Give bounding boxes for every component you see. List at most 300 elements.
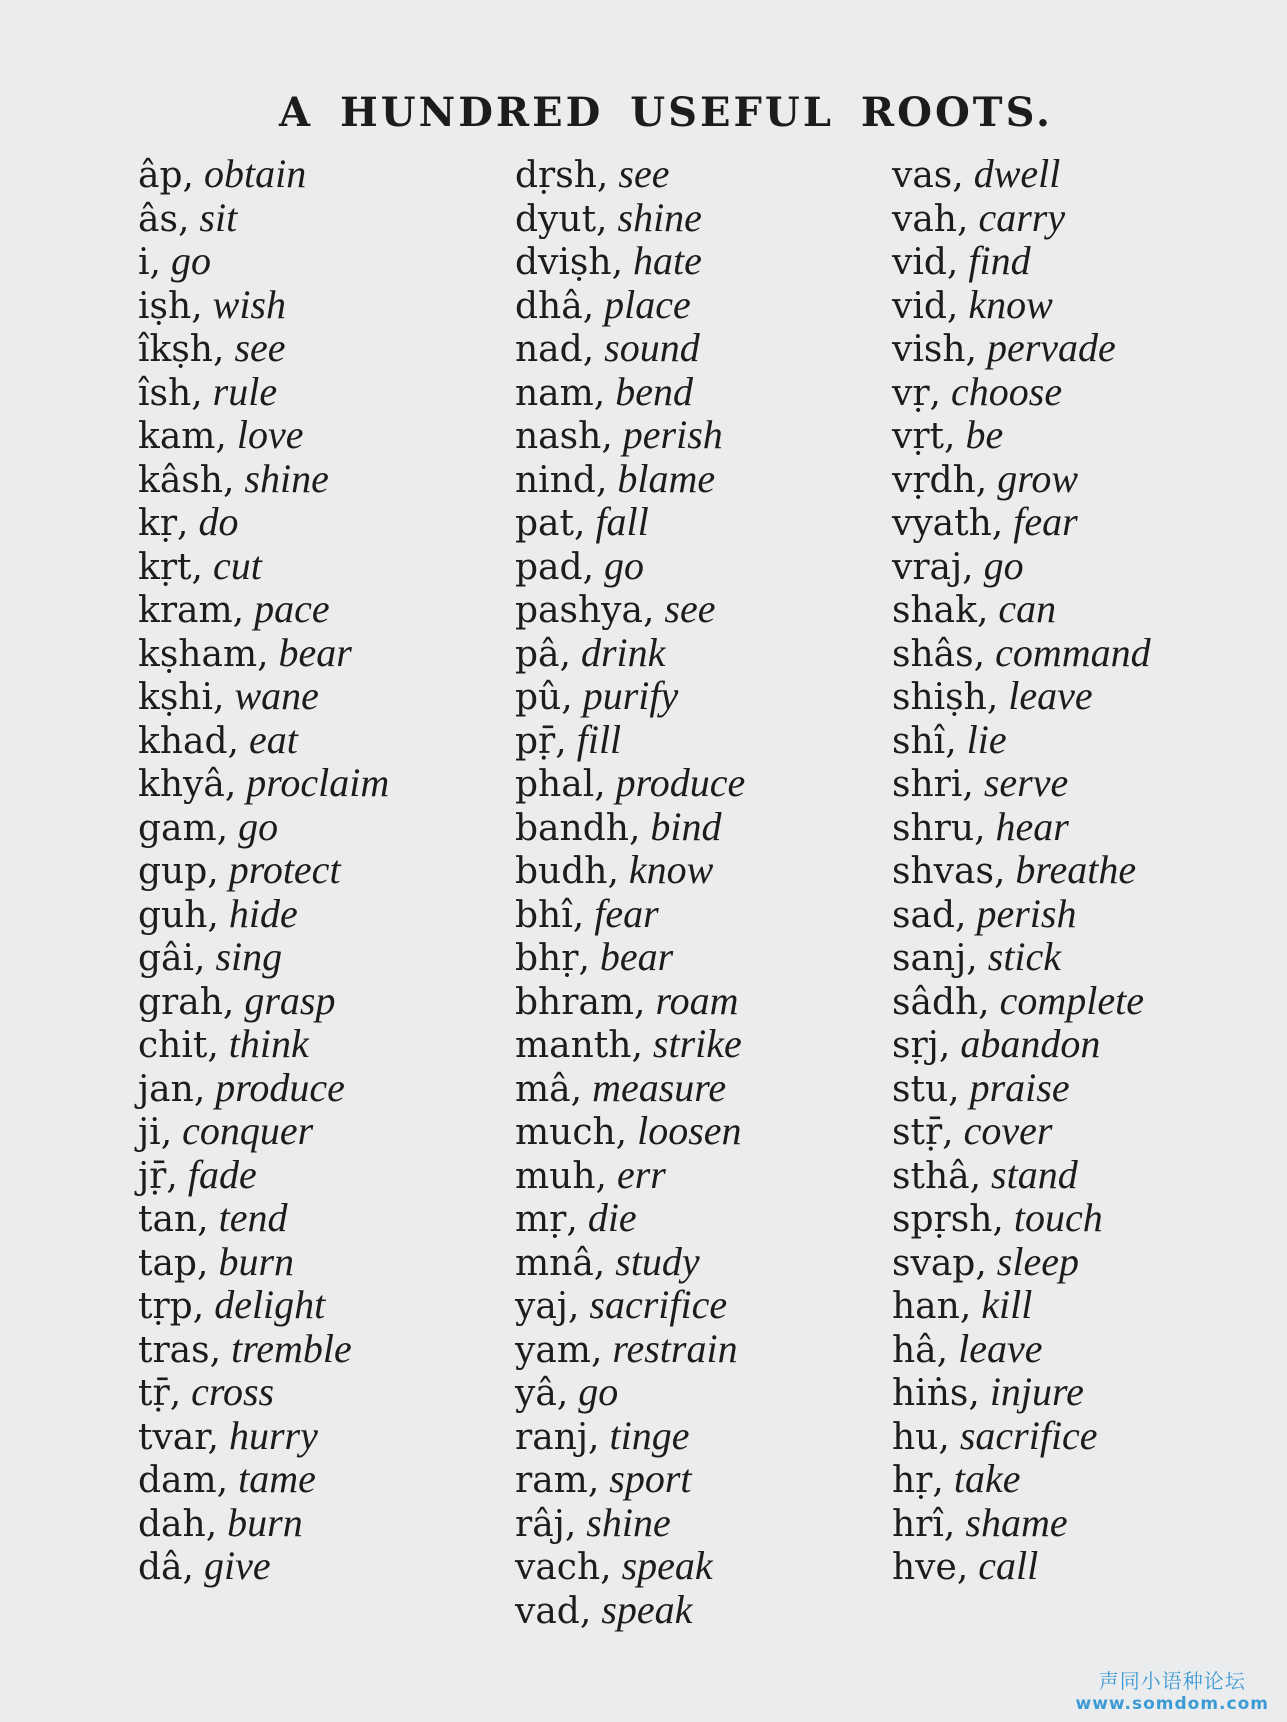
entry-separator: ,	[197, 1199, 209, 1240]
root-meaning: study	[615, 1238, 700, 1284]
root-entry	[515, 326, 745, 370]
entry-separator: ,	[182, 1547, 194, 1588]
root-word: yam	[515, 1329, 591, 1371]
root-entry	[515, 1370, 745, 1414]
root-entry	[138, 1544, 389, 1588]
root-meaning: produce	[615, 760, 746, 805]
entry-separator: ,	[993, 851, 1006, 892]
root-meaning: kill	[981, 1282, 1033, 1327]
entry-separator: ,	[196, 1242, 209, 1284]
root-word: much	[515, 1112, 616, 1153]
root-word: bhṛ	[515, 938, 579, 979]
root-meaning: leave	[1008, 673, 1093, 718]
root-entry	[515, 892, 745, 936]
entry-separator: ,	[932, 1460, 944, 1501]
root-word: vad	[515, 1590, 580, 1632]
root-entry	[138, 457, 389, 501]
entry-separator: ,	[213, 329, 225, 370]
root-entry	[138, 1196, 389, 1240]
root-meaning: serve	[983, 760, 1069, 805]
entry-separator: ,	[595, 459, 608, 501]
entry-separator: ,	[600, 1547, 612, 1588]
root-entry	[515, 805, 745, 849]
root-entry	[515, 1501, 745, 1545]
entry-separator: ,	[209, 1329, 222, 1371]
root-entry	[515, 413, 745, 457]
root-word: gup	[138, 851, 208, 892]
root-entry	[892, 326, 1151, 370]
entry-separator: ,	[207, 894, 219, 936]
root-word: bandh	[515, 807, 629, 849]
entry-separator: ,	[213, 677, 225, 718]
root-entry	[515, 1327, 745, 1371]
root-entry	[515, 500, 745, 544]
root-word: shak	[892, 590, 977, 631]
entry-separator: ,	[215, 416, 227, 457]
entry-separator: ,	[555, 720, 567, 762]
entry-separator: ,	[952, 155, 964, 196]
root-word: dam	[138, 1460, 217, 1501]
entry-separator: ,	[986, 677, 999, 718]
root-entry	[515, 196, 745, 240]
entry-separator: ,	[177, 198, 190, 240]
root-entry	[892, 979, 1151, 1023]
root-entry	[892, 413, 1151, 457]
root-entry	[138, 1370, 389, 1414]
root-meaning: cover	[963, 1108, 1053, 1153]
root-entry	[892, 631, 1151, 675]
root-meaning: loosen	[637, 1108, 742, 1153]
root-meaning: see	[664, 586, 716, 631]
root-word: kṛ	[138, 503, 178, 544]
root-meaning: shine	[586, 1499, 671, 1545]
root-meaning: carry	[978, 194, 1066, 240]
root-entry	[892, 674, 1151, 718]
root-meaning: dwell	[973, 151, 1061, 196]
root-meaning: abandon	[960, 1021, 1101, 1066]
root-entry	[138, 892, 389, 936]
root-word: vas	[892, 155, 953, 196]
root-meaning: measure	[592, 1064, 727, 1110]
root-meaning: sound	[604, 325, 700, 370]
root-entry	[138, 413, 389, 457]
root-word: budh	[515, 851, 608, 892]
root-meaning: blame	[617, 455, 716, 501]
root-meaning: know	[628, 847, 714, 892]
root-word: phal	[515, 764, 595, 805]
root-entry	[138, 152, 389, 196]
root-entry	[515, 370, 745, 414]
root-meaning: shame	[965, 1499, 1068, 1545]
root-entry	[515, 1283, 745, 1327]
root-meaning: praise	[969, 1064, 1070, 1110]
root-entry	[138, 326, 389, 370]
entry-separator: ,	[628, 807, 641, 849]
entry-separator: ,	[944, 416, 956, 457]
root-meaning: cross	[191, 1369, 275, 1414]
root-entry	[515, 1153, 745, 1197]
entry-separator: ,	[957, 198, 969, 240]
entry-separator: ,	[596, 155, 609, 196]
entry-separator: ,	[207, 1416, 219, 1458]
entry-separator: ,	[257, 633, 269, 675]
entry-separator: ,	[582, 546, 595, 588]
root-entry	[515, 935, 745, 979]
root-entry	[515, 1196, 745, 1240]
root-meaning: perish	[976, 890, 1077, 936]
root-meaning: produce	[215, 1064, 345, 1110]
root-meaning: tame	[238, 1456, 316, 1501]
root-word: dyut	[515, 198, 597, 240]
root-entry	[892, 718, 1151, 762]
entry-separator: ,	[973, 633, 986, 675]
root-meaning: sport	[609, 1456, 692, 1501]
root-meaning: roam	[655, 977, 739, 1023]
root-word: jan	[138, 1068, 194, 1110]
root-entry	[515, 631, 745, 675]
watermark-site-name: 声同小语种论坛	[1098, 1669, 1246, 1693]
entry-separator: ,	[969, 1155, 982, 1197]
root-word: shî	[892, 720, 946, 762]
root-word: nind	[515, 459, 596, 501]
roots-column-3	[892, 152, 1151, 1588]
root-meaning: sleep	[996, 1238, 1079, 1284]
root-word: han	[892, 1286, 960, 1327]
root-entry	[138, 1327, 389, 1371]
root-entry	[892, 935, 1151, 979]
root-meaning: go	[238, 803, 279, 849]
root-meaning: grasp	[244, 977, 336, 1023]
root-word: shiṣh	[892, 677, 987, 718]
root-entry	[515, 848, 745, 892]
root-meaning: command	[995, 629, 1151, 675]
root-meaning: tend	[218, 1195, 288, 1240]
root-word: kam	[138, 416, 216, 457]
root-entry	[892, 1022, 1151, 1066]
root-word: hiṅs	[892, 1373, 969, 1414]
entry-separator: ,	[991, 503, 1004, 544]
root-word: kṣhi	[138, 677, 213, 718]
root-meaning: bind	[650, 803, 722, 849]
root-meaning: bear	[599, 934, 674, 979]
root-word: pat	[515, 503, 574, 544]
entry-separator: ,	[965, 329, 977, 370]
root-word: pashya	[515, 590, 643, 631]
root-word: bhram	[515, 981, 635, 1023]
root-word: sad	[892, 894, 955, 936]
root-entry	[138, 370, 389, 414]
root-entry	[515, 1544, 745, 1588]
root-meaning: see	[618, 151, 670, 196]
root-entry	[138, 1283, 389, 1327]
root-word: dah	[138, 1503, 206, 1545]
root-meaning: hurry	[228, 1412, 318, 1458]
root-word: sanj	[892, 938, 967, 979]
page-title: A HUNDRED USEFUL ROOTS.	[279, 88, 1053, 136]
root-word: tṝ	[138, 1373, 170, 1414]
entry-separator: ,	[642, 590, 655, 631]
entry-separator: ,	[207, 851, 219, 892]
root-entry	[515, 152, 745, 196]
entry-separator: ,	[216, 807, 229, 849]
entry-separator: ,	[968, 1373, 980, 1414]
root-entry	[892, 1544, 1151, 1588]
entry-separator: ,	[596, 198, 608, 240]
root-meaning: hide	[228, 890, 298, 936]
entry-separator: ,	[160, 1112, 173, 1153]
root-entry	[138, 283, 389, 327]
root-word: kṣham	[138, 633, 258, 675]
root-entry	[138, 587, 389, 631]
root-word: grah	[138, 981, 223, 1023]
entry-separator: ,	[570, 1068, 583, 1110]
root-entry	[138, 1501, 389, 1545]
root-entry	[138, 805, 389, 849]
root-entry	[892, 196, 1151, 240]
root-word: muh	[515, 1155, 596, 1197]
entry-separator: ,	[593, 1242, 606, 1284]
entry-separator: ,	[567, 1286, 580, 1327]
entry-separator: ,	[191, 285, 203, 327]
root-meaning: be	[965, 412, 1004, 457]
entry-separator: ,	[966, 938, 978, 979]
entry-separator: ,	[978, 981, 990, 1023]
root-word: vṛ	[892, 372, 930, 414]
root-meaning: pace	[254, 586, 330, 631]
root-entry	[892, 1283, 1151, 1327]
root-meaning: err	[616, 1151, 666, 1197]
root-entry	[515, 979, 745, 1023]
root-meaning: sacrifice	[589, 1282, 728, 1327]
root-word: vah	[892, 198, 957, 240]
entry-separator: ,	[216, 1460, 229, 1501]
root-word: hve	[892, 1547, 957, 1588]
root-entry	[892, 1153, 1151, 1197]
root-meaning: find	[968, 238, 1031, 283]
root-word: vish	[892, 329, 966, 370]
root-word: shru	[892, 807, 975, 849]
root-entry	[515, 1066, 745, 1110]
root-meaning: fear	[594, 890, 659, 936]
root-word: mnâ	[515, 1242, 594, 1284]
root-entry	[515, 1240, 745, 1284]
root-meaning: strike	[652, 1021, 742, 1066]
entry-separator: ,	[611, 242, 624, 283]
entry-separator: ,	[595, 1155, 607, 1197]
root-meaning: fall	[595, 499, 649, 544]
root-entry	[138, 239, 389, 283]
root-entry	[138, 848, 389, 892]
root-word: gâi	[138, 938, 195, 979]
root-meaning: protect	[228, 847, 341, 892]
root-word: yaj	[515, 1286, 568, 1327]
entry-separator: ,	[975, 459, 988, 501]
root-word: kṛt	[138, 546, 192, 588]
root-word: sthâ	[892, 1155, 970, 1197]
root-word: tvar	[138, 1416, 208, 1458]
entry-separator: ,	[222, 981, 235, 1023]
entry-separator: ,	[946, 242, 959, 283]
root-meaning: injure	[989, 1369, 1084, 1414]
root-word: râj	[515, 1503, 565, 1545]
entry-separator: ,	[194, 938, 206, 979]
root-word: vid	[892, 242, 947, 283]
root-entry	[515, 283, 745, 327]
entry-separator: ,	[615, 1112, 628, 1153]
root-meaning: fill	[576, 716, 622, 762]
root-word: pad	[515, 546, 583, 588]
root-word: ji	[138, 1112, 161, 1153]
entry-separator: ,	[561, 677, 573, 718]
root-meaning: call	[978, 1543, 1039, 1588]
entry-separator: ,	[634, 981, 646, 1023]
root-word: bhî	[515, 894, 573, 936]
entry-separator: ,	[559, 633, 571, 675]
root-word: îsh	[138, 372, 192, 414]
root-word: tṛp	[138, 1286, 193, 1327]
root-meaning: know	[968, 281, 1053, 327]
root-entry	[892, 805, 1151, 849]
entry-separator: ,	[929, 372, 941, 414]
root-entry	[515, 1109, 745, 1153]
root-meaning: stick	[987, 934, 1062, 979]
root-meaning: sing	[215, 934, 283, 979]
root-word: dâ	[138, 1547, 183, 1588]
entry-separator: ,	[959, 1286, 972, 1327]
root-entry	[138, 674, 389, 718]
root-meaning: give	[203, 1543, 271, 1588]
root-meaning: see	[234, 325, 286, 370]
root-entry	[138, 631, 389, 675]
watermark-url: www.somdom.com	[1075, 1694, 1269, 1714]
entry-separator: ,	[572, 894, 585, 936]
entry-separator: ,	[191, 372, 203, 414]
root-entry	[138, 544, 389, 588]
root-word: chit	[138, 1025, 208, 1066]
root-entry	[138, 718, 389, 762]
root-meaning: speak	[621, 1543, 713, 1588]
entry-separator: ,	[938, 1025, 951, 1066]
entry-separator: ,	[943, 1503, 956, 1545]
root-entry	[892, 1240, 1151, 1284]
root-meaning: sit	[199, 194, 238, 240]
root-entry	[892, 1457, 1151, 1501]
root-word: pû	[515, 677, 562, 718]
root-entry	[892, 1066, 1151, 1110]
root-entry	[138, 1153, 389, 1197]
roots-column-2	[515, 152, 745, 1631]
root-meaning: shine	[617, 194, 702, 240]
root-meaning: perish	[622, 412, 723, 457]
entry-separator: ,	[582, 329, 595, 370]
root-meaning: burn	[218, 1238, 295, 1284]
entry-separator: ,	[948, 1068, 960, 1110]
root-word: mṛ	[515, 1199, 567, 1240]
entry-separator: ,	[578, 938, 590, 979]
entry-separator: ,	[976, 590, 989, 631]
root-word: vraj	[892, 546, 963, 588]
entry-separator: ,	[566, 1199, 578, 1240]
entry-separator: ,	[166, 1155, 178, 1197]
root-meaning: rule	[212, 368, 278, 414]
root-meaning: die	[587, 1195, 637, 1240]
root-word: yâ	[515, 1373, 557, 1414]
root-meaning: complete	[999, 977, 1144, 1023]
root-meaning: place	[604, 281, 691, 327]
root-meaning: love	[236, 412, 304, 457]
root-word: âs	[138, 198, 178, 240]
root-meaning: proclaim	[246, 760, 390, 805]
root-meaning: restrain	[612, 1325, 738, 1371]
root-meaning: breathe	[1015, 847, 1137, 892]
entry-separator: ,	[192, 1286, 205, 1327]
root-entry	[138, 979, 389, 1023]
root-entry	[892, 1414, 1151, 1458]
root-entry	[892, 544, 1151, 588]
root-word: gam	[138, 807, 217, 849]
root-entry	[892, 848, 1151, 892]
root-meaning: drink	[580, 629, 666, 675]
root-word: pâ	[515, 633, 560, 675]
root-entry	[515, 457, 745, 501]
root-word: hu	[892, 1416, 939, 1458]
root-entry	[138, 1414, 389, 1458]
root-word: kâsh	[138, 459, 223, 501]
root-word: vṛt	[892, 416, 945, 457]
entry-separator: ,	[946, 285, 959, 327]
root-meaning: hate	[633, 238, 702, 283]
root-meaning: sacrifice	[959, 1412, 1098, 1458]
root-meaning: eat	[248, 716, 298, 762]
entry-separator: ,	[962, 764, 974, 805]
root-word: ram	[515, 1460, 588, 1501]
root-word: dṛsh	[515, 155, 597, 196]
root-entry	[515, 239, 745, 283]
site-watermark	[1076, 1665, 1270, 1714]
entry-separator: ,	[962, 546, 974, 588]
entry-separator: ,	[607, 851, 619, 892]
root-word: tap	[138, 1242, 197, 1284]
root-entry	[138, 1240, 389, 1284]
root-meaning: leave	[958, 1325, 1043, 1371]
entry-separator: ,	[193, 1068, 206, 1110]
entry-separator: ,	[942, 1112, 954, 1153]
entry-separator: ,	[232, 590, 245, 631]
root-entry	[138, 196, 389, 240]
root-meaning: touch	[1013, 1195, 1103, 1240]
root-entry	[892, 152, 1151, 196]
root-word: vyath	[892, 503, 992, 544]
root-entry	[892, 1196, 1151, 1240]
root-word: svap	[892, 1242, 976, 1284]
root-entry	[892, 587, 1151, 631]
entry-separator: ,	[593, 372, 606, 414]
root-word: vid	[892, 285, 947, 327]
root-meaning: grow	[997, 455, 1078, 501]
root-entry	[515, 544, 745, 588]
root-word: hrî	[892, 1503, 944, 1545]
root-entry	[138, 500, 389, 544]
root-entry	[515, 1414, 745, 1458]
root-meaning: speak	[601, 1586, 693, 1632]
entry-separator: ,	[227, 720, 239, 762]
entry-separator: ,	[564, 1503, 577, 1545]
root-word: jṝ	[138, 1155, 167, 1197]
root-meaning: delight	[214, 1282, 326, 1327]
root-word: hṛ	[892, 1460, 933, 1501]
root-meaning: burn	[227, 1499, 303, 1545]
root-word: khyâ	[138, 764, 225, 805]
